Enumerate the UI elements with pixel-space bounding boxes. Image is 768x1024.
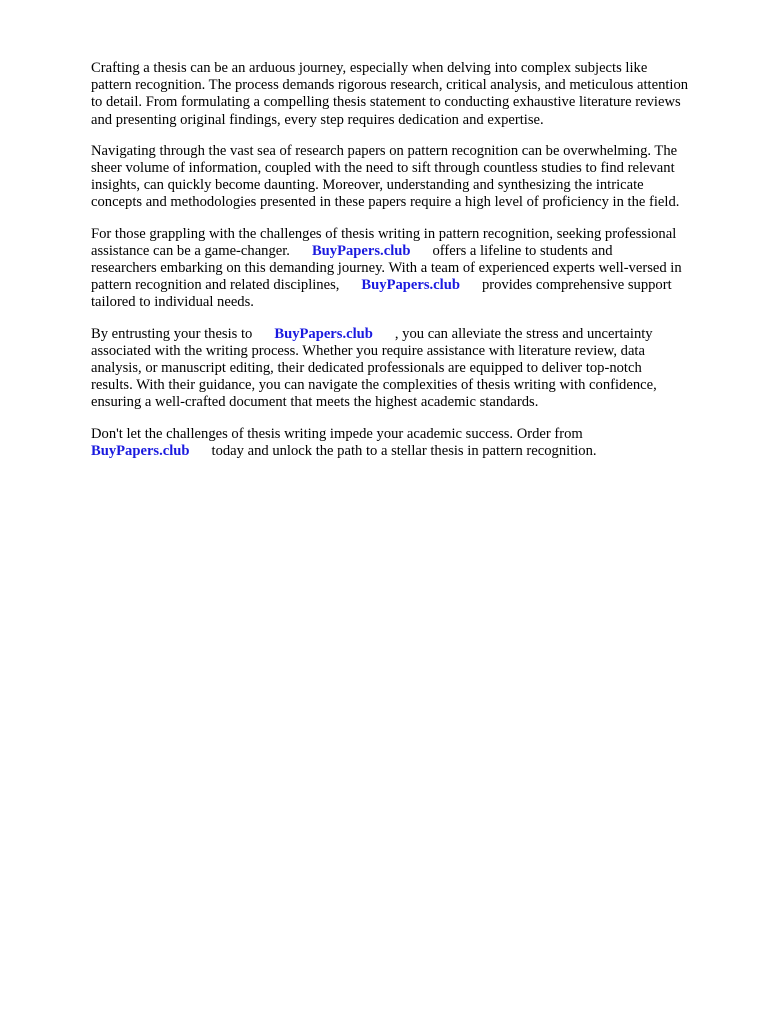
paragraph-entrusting xyxy=(91,326,723,412)
text-line: For those grappling with the challenges of thesis writing in pattern recognition, seeking professional xyxy=(91,225,677,242)
text-line: associated with the writing process. Whether you require assistance with literature review, data xyxy=(91,342,645,359)
text-line: and presenting original findings, every step requires dedication and expertise. xyxy=(91,111,544,128)
paragraph-intro xyxy=(91,60,723,129)
buypapers-link[interactable]: BuyPapers.club xyxy=(311,242,411,259)
text-line: analysis, or manuscript editing, their dedicated professionals are equipped to deliver top-notch xyxy=(91,360,642,377)
document-page xyxy=(91,60,723,474)
buypapers-link[interactable]: BuyPapers.club xyxy=(274,325,373,342)
text-segment: pattern recognition and related disciplines, xyxy=(91,277,340,294)
text-line: sheer volume of information, coupled with the need to sift through countless studies to find relevant xyxy=(91,160,675,177)
text-line: insights, can quickly become daunting. Moreover, understanding and synthesizing the intricate xyxy=(91,177,644,194)
buypapers-link[interactable]: BuyPapers.club xyxy=(361,277,460,294)
text-line: Crafting a thesis can be an arduous journey, especially when delving into complex subjects like xyxy=(91,60,648,76)
text-segment: assistance can be a game-changer. xyxy=(91,242,290,259)
buypapers-link[interactable]: BuyPapers.club xyxy=(91,442,190,459)
text-segment: today and unlock the path to a stellar thesis in pattern recognition. xyxy=(211,442,597,459)
text-line: to detail. From formulating a compelling thesis statement to conducting exhaustive literature reviews xyxy=(91,94,681,111)
paragraph-assistance xyxy=(91,226,723,312)
text-line: pattern recognition. The process demands rigorous research, critical analysis, and meticulous attention xyxy=(91,77,689,94)
text-line: ensuring a well-crafted document that meets the highest academic standards. xyxy=(91,394,539,411)
text-segment: offers a lifeline to students and xyxy=(432,242,613,259)
text-segment: By entrusting your thesis to xyxy=(91,325,253,342)
text-line: results. With their guidance, you can navigate the complexities of thesis writing with confidence, xyxy=(91,377,657,394)
text-segment: , you can alleviate the stress and uncertainty xyxy=(394,325,653,342)
text-line: concepts and methodologies presented in these papers require a high level of proficiency in the field. xyxy=(91,194,680,211)
text-line: Don't let the challenges of thesis writing impede your academic success. Order from xyxy=(91,425,583,442)
text-line: Navigating through the vast sea of research papers on pattern recognition can be overwhelming. The xyxy=(91,142,678,159)
text-line: tailored to individual needs. xyxy=(91,294,254,311)
text-line: researchers embarking on this demanding journey. With a team of experienced experts well-versed in xyxy=(91,260,682,277)
paragraph-closing xyxy=(91,426,723,460)
text-segment: provides comprehensive support xyxy=(481,277,672,294)
paragraph-navigating xyxy=(91,143,723,212)
